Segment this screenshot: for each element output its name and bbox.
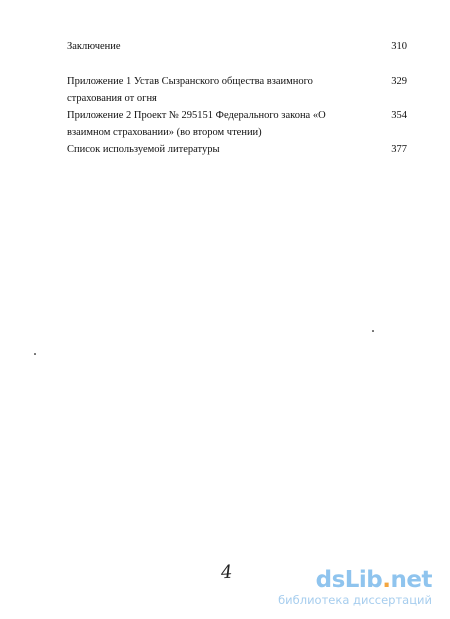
toc-entry-bibliography bbox=[67, 141, 407, 158]
toc-entry-title: Заключение bbox=[67, 41, 121, 52]
logo-text-part1: dsLib bbox=[315, 567, 383, 593]
toc-entry-appendix-1 bbox=[67, 73, 407, 107]
dslib-logo bbox=[254, 568, 432, 592]
toc-entry-page: 354 bbox=[391, 110, 407, 121]
scan-speck bbox=[34, 353, 36, 355]
toc-entry-page: 310 bbox=[391, 41, 407, 52]
logo-text-part2: net bbox=[390, 567, 432, 593]
scan-speck bbox=[372, 330, 374, 332]
toc-entry-page: 329 bbox=[391, 76, 407, 87]
toc-entry-title: Список используемой литературы bbox=[67, 144, 220, 155]
watermark-subtitle: библиотека диссертаций bbox=[278, 593, 432, 607]
dslib-watermark bbox=[254, 568, 432, 607]
toc-entry-title: Приложение 2 Проект № 295151 Федерального закона «О взаимном страховании» (во втором чтении) bbox=[67, 110, 326, 138]
toc-entry-appendix-2 bbox=[67, 107, 407, 141]
toc-entry-page: 377 bbox=[391, 144, 407, 155]
logo-dot: . bbox=[382, 567, 391, 593]
handwritten-page-number: 4 bbox=[220, 561, 234, 584]
toc-entry-conclusion bbox=[67, 38, 407, 55]
table-of-contents bbox=[67, 38, 407, 158]
toc-entry-title: Приложение 1 Устав Сызранского общества взаимного страхования от огня bbox=[67, 76, 313, 104]
